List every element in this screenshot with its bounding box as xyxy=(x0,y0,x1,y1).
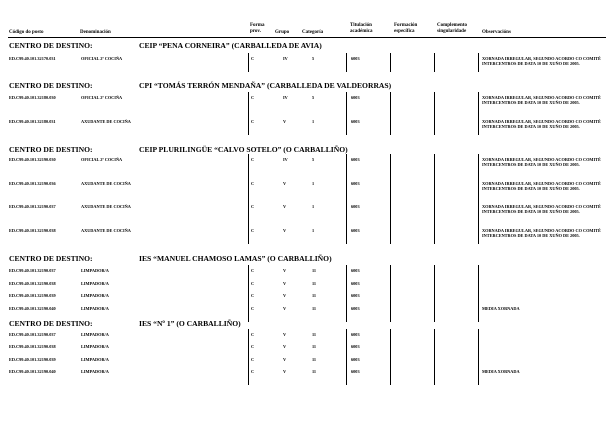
cell-grupo: V xyxy=(283,293,287,298)
cell-categoria: 1 xyxy=(312,119,315,124)
cell-grupo: IV xyxy=(283,157,288,162)
column-rule xyxy=(434,53,435,72)
header-categoria: Categoría xyxy=(302,30,324,35)
cell-titulacion: 6003 xyxy=(351,281,360,286)
cell-forma: C xyxy=(251,228,255,233)
center-heading xyxy=(9,145,348,154)
cell-forma: C xyxy=(251,95,255,100)
cell-titulacion: 6003 xyxy=(351,204,360,209)
cell-observacions: MEDIA XORNADA xyxy=(482,306,520,311)
column-rule xyxy=(434,265,435,322)
center-heading xyxy=(9,319,241,328)
center-name: CPI “TOMÁS TERRÓN MENDAÑA” (CARBALLEDA DE VALDEORRAS) xyxy=(139,81,392,90)
cell-titulacion: 6003 xyxy=(351,369,360,374)
column-rule xyxy=(434,329,435,385)
cell-denominacion: OFICIAL 2ª COCIÑA xyxy=(81,95,123,100)
header-complemento: Complemento singularidade xyxy=(437,23,467,34)
cell-observacions: XORNADA IRREGULAR, SEGUNDO ACORDO CO COMITÉ INTERCENTROS DE DATA 10 DE XUÑO DE 2005. xyxy=(482,181,601,191)
column-rule xyxy=(390,265,391,322)
cell-grupo: V xyxy=(283,181,287,186)
column-rule xyxy=(346,329,347,385)
cell-titulacion: 6003 xyxy=(351,268,360,273)
cell-forma: C xyxy=(251,332,255,337)
cell-categoria: 11 xyxy=(312,344,317,349)
cell-codigo: ED.C99.40.101.32190.038 xyxy=(9,281,56,286)
cell-forma: C xyxy=(251,56,255,61)
cell-codigo: ED.C99.40.101.32190.037 xyxy=(9,332,56,337)
cell-forma: C xyxy=(251,344,255,349)
header-denominacion: Denominación xyxy=(80,30,111,35)
cell-titulacion: 6003 xyxy=(351,332,360,337)
cell-categoria: 11 xyxy=(312,293,317,298)
cell-grupo: V xyxy=(283,268,287,273)
center-label: CENTRO DE DESTINO: xyxy=(9,254,93,263)
cell-observacions: XORNADA IRREGULAR, SEGUNDO ACORDO CO COMITÉ INTERCENTROS DE DATA 10 DE XUÑO DE 2005. xyxy=(482,157,601,167)
cell-titulacion: 6003 xyxy=(351,293,360,298)
column-rule xyxy=(478,329,479,385)
column-rule xyxy=(346,53,347,72)
column-rule xyxy=(478,92,479,135)
cell-categoria: 5 xyxy=(312,157,315,162)
cell-codigo: ED.C99.40.101.32170.031 xyxy=(9,56,56,61)
cell-grupo: V xyxy=(283,369,287,374)
cell-denominacion: LIMPADOR/A xyxy=(81,344,109,349)
header-formacion: Formación específica xyxy=(394,23,418,34)
cell-denominacion: AXUDANTE DE COCIÑA xyxy=(81,204,131,209)
cell-titulacion: 6003 xyxy=(351,56,360,61)
cell-denominacion: AXUDANTE DE COCIÑA xyxy=(81,119,131,124)
cell-denominacion: LIMPADOR/A xyxy=(81,357,109,362)
cell-categoria: 11 xyxy=(312,306,317,311)
column-rule xyxy=(248,329,249,385)
cell-categoria: 11 xyxy=(312,357,317,362)
cell-categoria: 1 xyxy=(312,181,315,186)
cell-denominacion: LIMPADOR/A xyxy=(81,293,109,298)
cell-forma: C xyxy=(251,157,255,162)
cell-grupo: V xyxy=(283,344,287,349)
center-name: CEIP PLURILINGÜE “CALVO SOTELO” (O CARBALLIÑO) xyxy=(139,145,348,154)
cell-codigo: ED.C99.40.101.32190.040 xyxy=(9,306,56,311)
center-name: IES “MANUEL CHAMOSO LAMAS” (O CARBALLIÑO) xyxy=(139,254,332,263)
column-rule xyxy=(248,92,249,135)
center-heading xyxy=(9,81,392,90)
column-rule xyxy=(434,154,435,244)
center-label: CENTRO DE DESTINO: xyxy=(9,81,93,90)
cell-grupo: IV xyxy=(283,95,288,100)
cell-codigo: ED.C99.40.101.32180.031 xyxy=(9,119,56,124)
cell-observacions: XORNADA IRREGULAR, SEGUNDO ACORDO CO COMITÉ INTERCENTROS DE DATA 10 DE XUÑO DE 2005. xyxy=(482,119,601,129)
cell-denominacion: LIMPADOR/A xyxy=(81,369,109,374)
cell-observacions: XORNADA IRREGULAR, SEGUNDO ACORDO CO COMITÉ INTERCENTROS DE DATA 10 DE XUÑO DE 2005. xyxy=(482,95,601,105)
cell-codigo: ED.C99.40.101.32180.030 xyxy=(9,95,56,100)
cell-denominacion: OFICIAL 2ª COCIÑA xyxy=(81,157,123,162)
header-titulacion: Titulación académica xyxy=(350,23,373,34)
center-name: CEIP “PENA CORNEIRA” (CARBALLEDA DE AVIA) xyxy=(139,41,322,50)
column-rule xyxy=(478,265,479,322)
center-label: CENTRO DE DESTINO: xyxy=(9,145,93,154)
column-rule xyxy=(248,53,249,72)
column-rule xyxy=(390,154,391,244)
cell-codigo: ED.C99.40.101.32190.038 xyxy=(9,344,56,349)
cell-denominacion: AXUDANTE DE COCIÑA xyxy=(81,228,131,233)
column-rule xyxy=(248,265,249,322)
cell-forma: C xyxy=(251,306,255,311)
cell-categoria: 11 xyxy=(312,281,317,286)
column-rule xyxy=(478,53,479,72)
cell-codigo: ED.C99.40.101.32190.036 xyxy=(9,181,56,186)
cell-denominacion: OFICIAL 2ª COCIÑA xyxy=(81,56,123,61)
column-rule xyxy=(346,265,347,322)
cell-categoria: 5 xyxy=(312,95,315,100)
cell-categoria: 1 xyxy=(312,228,315,233)
cell-codigo: ED.C99.40.101.32190.039 xyxy=(9,357,56,362)
column-rule xyxy=(346,92,347,135)
center-name: IES “Nº 1” (O CARBALLIÑO) xyxy=(139,319,241,328)
cell-grupo: V xyxy=(283,332,287,337)
cell-codigo: ED.C99.40.101.32190.039 xyxy=(9,293,56,298)
cell-denominacion: AXUDANTE DE COCIÑA xyxy=(81,181,131,186)
cell-grupo: V xyxy=(283,357,287,362)
column-rule xyxy=(434,92,435,135)
cell-grupo: V xyxy=(283,204,287,209)
header-forma: Forma prov. xyxy=(250,23,265,34)
cell-forma: C xyxy=(251,119,255,124)
cell-titulacion: 6003 xyxy=(351,119,360,124)
cell-denominacion: LIMPADOR/A xyxy=(81,306,109,311)
cell-forma: C xyxy=(251,181,255,186)
cell-codigo: ED.C99.40.101.32190.037 xyxy=(9,268,56,273)
cell-codigo: ED.C99.40.101.32190.040 xyxy=(9,369,56,374)
cell-titulacion: 6003 xyxy=(351,181,360,186)
header-rule xyxy=(8,37,606,38)
cell-forma: C xyxy=(251,369,255,374)
cell-titulacion: 6003 xyxy=(351,357,360,362)
cell-titulacion: 6003 xyxy=(351,95,360,100)
cell-titulacion: 6003 xyxy=(351,344,360,349)
cell-categoria: 1 xyxy=(312,204,315,209)
column-rule xyxy=(390,92,391,135)
header-observacions: Observacións xyxy=(482,30,511,35)
cell-titulacion: 6003 xyxy=(351,157,360,162)
cell-titulacion: 6003 xyxy=(351,228,360,233)
cell-categoria: 5 xyxy=(312,56,315,61)
header-codigo: Código do posto xyxy=(9,30,44,35)
cell-grupo: IV xyxy=(283,56,288,61)
header-grupo: Grupo xyxy=(275,30,290,35)
cell-codigo: ED.C99.40.101.32190.037 xyxy=(9,204,56,209)
cell-denominacion: LIMPADOR/A xyxy=(81,332,109,337)
column-rule xyxy=(478,154,479,244)
cell-forma: C xyxy=(251,204,255,209)
cell-observacions: XORNADA IRREGULAR, SEGUNDO ACORDO CO COMITÉ INTERCENTROS DE DATA 10 DE XUÑO DE 2005. xyxy=(482,56,601,66)
cell-observacions: XORNADA IRREGULAR, SEGUNDO ACORDO CO COMITÉ INTERCENTROS DE DATA 10 DE XUÑO DE 2005. xyxy=(482,204,601,214)
cell-observacions: XORNADA IRREGULAR, SEGUNDO ACORDO CO COMITÉ INTERCENTROS DE DATA 10 DE XUÑO DE 2005. xyxy=(482,228,601,238)
center-label: CENTRO DE DESTINO: xyxy=(9,319,93,328)
column-rule xyxy=(248,154,249,244)
center-heading xyxy=(9,41,322,50)
cell-denominacion: LIMPADOR/A xyxy=(81,268,109,273)
cell-forma: C xyxy=(251,293,255,298)
center-label: CENTRO DE DESTINO: xyxy=(9,41,93,50)
cell-grupo: V xyxy=(283,228,287,233)
cell-categoria: 11 xyxy=(312,332,317,337)
cell-titulacion: 6003 xyxy=(351,306,360,311)
cell-codigo: ED.C99.40.101.32190.038 xyxy=(9,228,56,233)
cell-codigo: ED.C99.40.101.32190.030 xyxy=(9,157,56,162)
cell-forma: C xyxy=(251,281,255,286)
column-rule xyxy=(390,53,391,72)
cell-observacions: MEDIA XORNADA xyxy=(482,369,520,374)
column-rule xyxy=(346,154,347,244)
column-rule xyxy=(390,329,391,385)
center-heading xyxy=(9,254,332,263)
cell-grupo: V xyxy=(283,119,287,124)
cell-grupo: V xyxy=(283,306,287,311)
cell-categoria: 11 xyxy=(312,369,317,374)
cell-categoria: 11 xyxy=(312,268,317,273)
cell-forma: C xyxy=(251,268,255,273)
cell-denominacion: LIMPADOR/A xyxy=(81,281,109,286)
cell-forma: C xyxy=(251,357,255,362)
cell-grupo: V xyxy=(283,281,287,286)
